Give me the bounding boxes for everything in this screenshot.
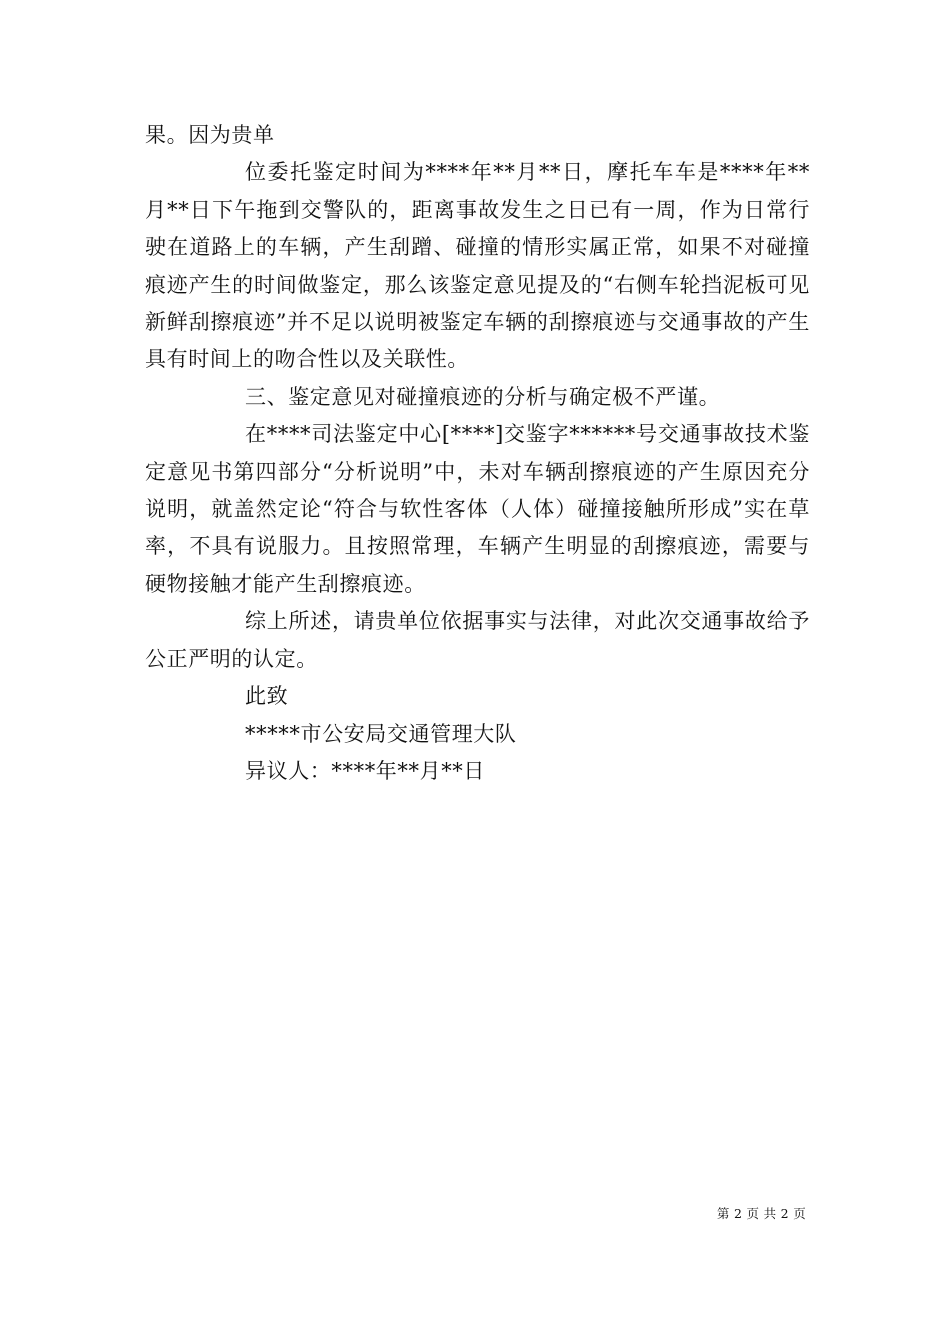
paragraph-conclusion: 综上所述，请贵单位依据事实与法律，对此次交通事故给予公正严明的认定。 bbox=[145, 609, 810, 671]
paragraph-analysis: 在****司法鉴定中心[****]交鉴字******号交通事故技术鉴定意见书第四部分“分析说明”中，未对车辆刮擦痕迹的产生原因充分说明，就盖然定论“符合与软性客体（人体）碰撞接触所形成”实在草率，不具有说服力。且按照常理，车辆产生明显的刮擦痕迹，需要与硬物接触才能产生刮擦痕迹。 bbox=[145, 422, 810, 596]
document-body bbox=[145, 117, 810, 790]
paragraph-appraisal-timing: 位委托鉴定时间为****年**月**日，摩托车车是****年**月**日下午拖到交警队的，距离事故发生之日已有一周，作为日常行驶在道路上的车辆，产生刮蹭、碰撞的情形实属正常，如果不对碰撞痕迹产生的时间做鉴定，那么该鉴定意见提及的“右侧车轮挡泥板可见新鲜刮擦痕迹”并不足以说明被鉴定车辆的刮擦痕迹与交通事故的产生具有时间上的吻合性以及关联性。 bbox=[145, 160, 810, 372]
section-heading-three: 三、鉴定意见对碰撞痕迹的分析与确定极不严谨。 bbox=[245, 384, 721, 409]
closing-recipient: *****市公安局交通管理大队 bbox=[245, 721, 517, 746]
paragraph-continuation: 果。因为贵单 bbox=[145, 123, 275, 147]
page-number-footer: 第 2 页 共 2 页 bbox=[716, 1206, 806, 1221]
closing-signature: 异议人：****年**月**日 bbox=[245, 758, 485, 783]
closing-salutation: 此致 bbox=[245, 684, 289, 709]
